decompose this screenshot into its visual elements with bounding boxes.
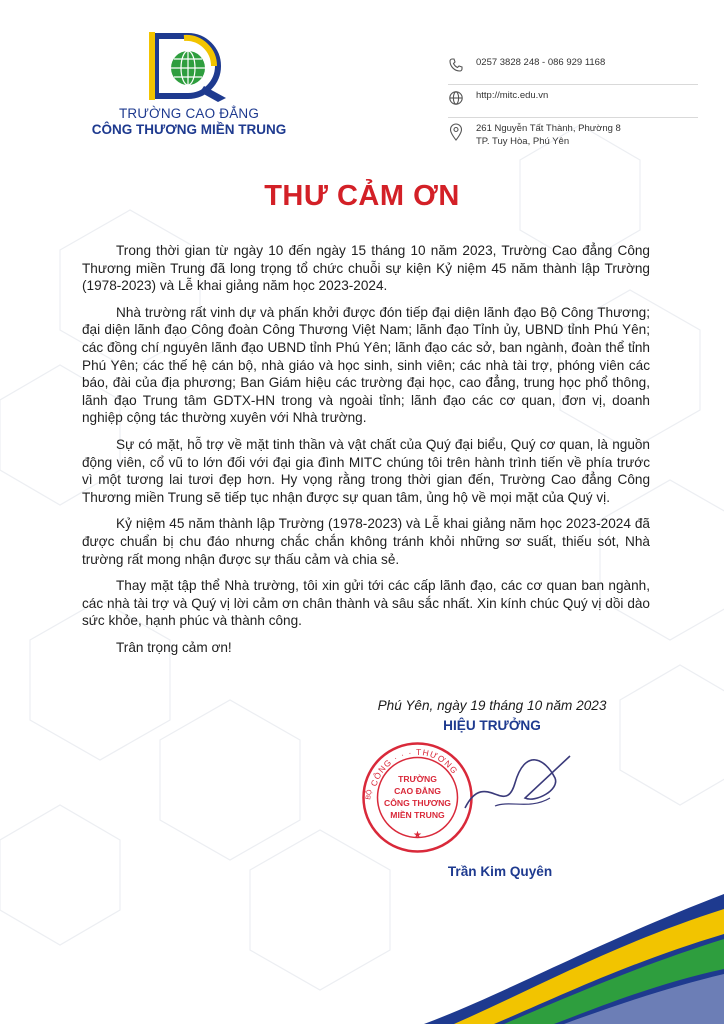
contact-website-row (448, 85, 698, 118)
svg-text:BỘ: BỘ (365, 789, 374, 801)
seal-line-4: MIỀN TRUNG (390, 810, 445, 820)
contact-website[interactable]: http://mitc.edu.vn (476, 90, 549, 101)
school-name-line2: CÔNG THƯƠNG MIỀN TRUNG (91, 122, 287, 137)
contact-address-row (448, 118, 698, 154)
closing-line: Trân trọng cảm ơn! (116, 639, 232, 655)
globe-icon (448, 90, 470, 111)
handwritten-signature (455, 748, 575, 828)
school-logo-block (74, 28, 304, 137)
letter-title: THƯ CẢM ƠN (264, 180, 460, 212)
paragraph: Trong thời gian từ ngày 10 đến ngày 15 tháng 10 năm 2023, Trường Cao đẳng Công Thương miền Trung đã long trọng tổ chức chuỗi sự kiện Kỷ niệm 45 năm thành lập Trường (1978-2023) và Lễ khai giảng năm học 2023-2024. (82, 243, 650, 294)
corner-swoosh-decoration (424, 874, 724, 1024)
address-line2: TP. Tuy Hòa, Phú Yên (476, 136, 570, 147)
paragraph: Nhà trường rất vinh dự và phấn khởi được đón tiếp đại diện lãnh đạo Bộ Công Thương; đại diện lãnh đạo Công đoàn Công Thương Việt Nam; lãnh đạo Tỉnh ủy, UBND tỉnh Phú Yên; các đồng chí nguyên lãnh đạo UBND tỉnh Phú Yên; lãnh đạo các sở, ban ngành, đoàn thể tỉnh Phú Yên; các thế hệ cán bộ, nhà giáo và học sinh, sinh viên; các nhà tài trợ, phóng viên các báo, đài của địa phương; Ban Giám hiệu các trường đại học, cao đẳng, trung học phổ thông, lãnh đạo Trung tâm GDTX-HN trong và ngoài tỉnh; lãnh đạo các cơ quan, đơn vị, doanh nghiệp cộng tác thường xuyên với Nhà trường. (82, 304, 650, 426)
paragraph: Sự có mặt, hỗ trợ về mặt tinh thần và vật chất của Quý đại biểu, Quý cơ quan, là nguồn động viên, cổ vũ to lớn đối với đại gia đình MITC chúng tôi trên hành trình tiến về phía trước vì một tương lai tươi đẹp hơn. Hy vọng rằng trong thời gian đến, Trường Cao đẳng Công Thương miền Trung sẽ tiếp tục nhận được sự quan tâm, ủng hộ về mọi mặt của Quý vị. (82, 436, 650, 505)
school-logo (148, 28, 230, 104)
school-name-line1: TRƯỜNG CAO ĐẲNG (118, 106, 260, 121)
contact-phone-row (448, 52, 698, 85)
phone-icon (448, 57, 470, 78)
svg-text:CÔNG · · · THƯƠNG: CÔNG · · · THƯƠNG (368, 746, 461, 788)
letter-body (82, 242, 650, 665)
signature-role: HIỆU TRƯỞNG (443, 718, 541, 733)
location-pin-icon (448, 123, 470, 146)
paragraph: Thay mặt tập thể Nhà trường, tôi xin gửi tới các cấp lãnh đạo, các cơ quan ban ngành, các nhà tài trợ và Quý vị lời cảm ơn chân thành và sâu sắc nhất. Xin kính chúc Quý vị dồi dào sức khỏe, hạnh phúc và thành công. (82, 578, 650, 629)
svg-text:★: ★ (413, 830, 422, 841)
paragraph: Kỷ niệm 45 năm thành lập Trường (1978-2023) và Lễ khai giảng năm học 2023-2024 đã được chuẩn bị chu đáo nhưng chắc chắn không tránh khỏi những sơ suất, thiếu sót, Nhà trường rất mong nhận được sự thấu cảm và chia sẻ. (82, 516, 650, 567)
seal-line-2: CAO ĐẲNG (394, 786, 441, 796)
contact-block (448, 52, 698, 154)
seal-line-3: CÔNG THƯƠNG (384, 798, 451, 808)
seal-line-1: TRƯỜNG (398, 774, 437, 784)
signature-place-date: Phú Yên, ngày 19 tháng 10 năm 2023 (377, 698, 607, 713)
contact-phone: 0257 3828 248 - 086 929 1168 (476, 57, 606, 68)
address-line1: 261 Nguyễn Tất Thành, Phường 8 (476, 123, 621, 134)
contact-address (470, 122, 621, 148)
signer-name: Trần Kim Quyên (447, 864, 553, 879)
